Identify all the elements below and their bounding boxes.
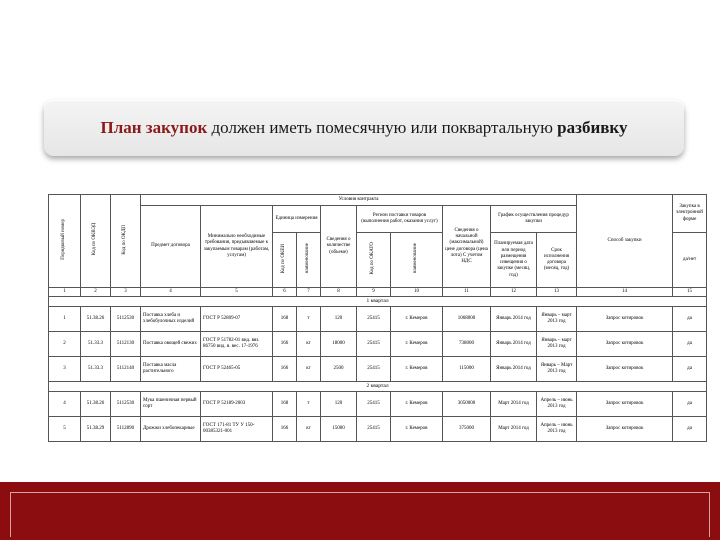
cell-unit: т	[297, 307, 321, 332]
col-num: 12	[491, 288, 537, 297]
cell-region: г. Кемеров	[391, 392, 443, 417]
cell-okdp: 5112130	[111, 332, 141, 357]
slide-title	[44, 118, 684, 138]
cell-term: Январь – март 2013 год	[537, 332, 577, 357]
cell-method: Запрос котировок	[577, 417, 673, 442]
cell-region: г. Кемеров	[391, 307, 443, 332]
cell-method: Запрос котировок	[577, 307, 673, 332]
cell-placed: Январь 2014 год	[491, 307, 537, 332]
header-price: Сведения о начальной (максимальной) цене договора (цена лота) С учетом НДС	[443, 206, 491, 288]
cell-n: 3	[49, 357, 81, 382]
header-region-group: Регион поставки товаров (выполнения работ, оказания услуг)	[357, 206, 443, 233]
cell-term: Январь – март 2013 год	[537, 307, 577, 332]
cell-el: да	[673, 417, 707, 442]
cell-n: 2	[49, 332, 81, 357]
cell-unit: кг	[297, 332, 321, 357]
col-num: 11	[443, 288, 491, 297]
section-row	[49, 297, 707, 307]
cell-price: 1068000	[443, 307, 491, 332]
title-accent: План закупок	[100, 118, 208, 137]
cell-term: Апрель – июнь 2013 год	[537, 417, 577, 442]
title-emphasis: разбивку	[557, 118, 628, 137]
table-row	[49, 392, 707, 417]
table-row	[49, 357, 707, 382]
header-unit-name: наименование	[297, 233, 321, 288]
section-row	[49, 382, 707, 392]
cell-placed: Март 2014 год	[491, 417, 537, 442]
col-num: 1	[49, 288, 81, 297]
col-num: 9	[357, 288, 391, 297]
footer-frame	[10, 492, 710, 537]
cell-price: 375000	[443, 417, 491, 442]
col-num: 10	[391, 288, 443, 297]
cell-req: ГОСТ Р 52809-07	[201, 307, 273, 332]
table-row	[49, 332, 707, 357]
cell-placed: Январь 2014 год	[491, 332, 537, 357]
header-quantity: Сведения о количестве (объеме)	[321, 206, 357, 288]
col-num: 13	[537, 288, 577, 297]
cell-placed: Январь 2014 год	[491, 357, 537, 382]
cell-n: 5	[49, 417, 81, 442]
section-label: 1 квартал	[49, 297, 707, 307]
title-middle: должен иметь помесячную или поквартальную	[207, 118, 558, 137]
cell-okei: 166	[273, 357, 297, 382]
cell-el: да	[673, 357, 707, 382]
cell-okdp: 5112890	[111, 417, 141, 442]
table-row	[49, 417, 707, 442]
table-row	[49, 307, 707, 332]
cell-okdp: 5112530	[111, 307, 141, 332]
header-seq: Порядковый номер	[49, 195, 81, 288]
cell-el: да	[673, 307, 707, 332]
cell-req: ГОСТ Р 51782-01 вид. вяз. 86750 вид. в. вес. 17-1976	[201, 332, 273, 357]
cell-okved: 51.38.26	[81, 307, 111, 332]
cell-unit: т	[297, 392, 321, 417]
cell-qty: 120	[321, 392, 357, 417]
cell-el: да	[673, 392, 707, 417]
col-num: 5	[201, 288, 273, 297]
cell-region: г. Кемеров	[391, 332, 443, 357]
header-subject: Предмет договора	[141, 206, 201, 288]
header-planned-date: Планируемая дата или период размещения извещения о закупке (месяц, год)	[491, 233, 537, 288]
header-method: Способ закупки	[577, 195, 673, 288]
title-banner	[44, 100, 684, 156]
cell-region: г. Кемеров	[391, 417, 443, 442]
cell-okei: 168	[273, 307, 297, 332]
col-num: 8	[321, 288, 357, 297]
header-electronic: Закупка в электронной форме	[673, 195, 707, 233]
cell-term: Январь – Март 2013 год	[537, 357, 577, 382]
column-number-row	[49, 288, 707, 297]
cell-n: 4	[49, 392, 81, 417]
cell-okdp: 5112140	[111, 357, 141, 382]
cell-region: г. Кемеров	[391, 357, 443, 382]
section-label: 2 квартал	[49, 382, 707, 392]
header-unit-group: Единица измерения	[273, 206, 321, 233]
col-num: 4	[141, 288, 201, 297]
cell-qty: 18000	[321, 332, 357, 357]
cell-subject: Поставка масла растительного	[141, 357, 201, 382]
cell-req: ГОСТ Р 52189-2003	[201, 392, 273, 417]
cell-subject: Поставка овощей свежих	[141, 332, 201, 357]
cell-subject: Поставка хлеба и хлебобулочных изделий	[141, 307, 201, 332]
header-group-row	[49, 195, 707, 206]
cell-method: Запрос котировок	[577, 332, 673, 357]
col-num: 15	[673, 288, 707, 297]
cell-price: 115000	[443, 357, 491, 382]
header-okato: Код по ОКАТО	[357, 233, 391, 288]
header-okved: Код по ОКВЭД	[81, 195, 111, 288]
col-num: 7	[297, 288, 321, 297]
cell-qty: 2500	[321, 357, 357, 382]
cell-okato: 25415	[357, 417, 391, 442]
cell-method: Запрос котировок	[577, 392, 673, 417]
col-num: 6	[273, 288, 297, 297]
cell-okved: 51.33.3	[81, 357, 111, 382]
cell-okved: 51.38.29	[81, 417, 111, 442]
header-requirements: Минимально необходимые требования, предъявляемые к закупаемым товарам (работам, услугам)	[201, 206, 273, 288]
header-okdp: Код по ОКДП	[111, 195, 141, 288]
cell-price: 738000	[443, 332, 491, 357]
cell-qty: 15000	[321, 417, 357, 442]
cell-okato: 25415	[357, 332, 391, 357]
cell-okved: 51.33.3	[81, 332, 111, 357]
col-num: 3	[111, 288, 141, 297]
cell-placed: Март 2014 год	[491, 392, 537, 417]
header-unit-code: Код по ОКЕИ	[273, 233, 297, 288]
cell-okei: 166	[273, 417, 297, 442]
cell-unit: кг	[297, 417, 321, 442]
col-num: 2	[81, 288, 111, 297]
procurement-plan-table	[48, 194, 707, 442]
cell-okato: 25415	[357, 357, 391, 382]
header-region-name: наименование	[391, 233, 443, 288]
cell-okei: 166	[273, 332, 297, 357]
cell-okato: 25415	[357, 307, 391, 332]
cell-okei: 168	[273, 392, 297, 417]
col-num: 14	[577, 288, 673, 297]
header-schedule-group: График осуществления процедур закупки	[491, 206, 577, 233]
cell-subject: Дрожжи хлебопекарные	[141, 417, 201, 442]
cell-el: да	[673, 332, 707, 357]
cell-method: Запрос котировок	[577, 357, 673, 382]
cell-req: ГОСТ Р 52465-05	[201, 357, 273, 382]
cell-req: ГОСТ 171-81 ТУ У 150-00385321-001	[201, 417, 273, 442]
header-electronic-value: да/нет	[673, 233, 707, 288]
plan-body	[49, 297, 707, 442]
cell-okato: 25415	[357, 392, 391, 417]
procurement-plan-table-wrap	[48, 194, 706, 442]
header-contract-terms: Условия контракта	[141, 195, 577, 206]
cell-term: Апрель – июнь 2013 год	[537, 392, 577, 417]
cell-price: 3050000	[443, 392, 491, 417]
cell-okdp: 5112530	[111, 392, 141, 417]
cell-n: 1	[49, 307, 81, 332]
cell-qty: 120	[321, 307, 357, 332]
cell-subject: Мука пшеничная первый сорт	[141, 392, 201, 417]
header-term: Срок исполнения договора (месяц, год)	[537, 233, 577, 288]
cell-okved: 51.38.26	[81, 392, 111, 417]
cell-unit: кг	[297, 357, 321, 382]
